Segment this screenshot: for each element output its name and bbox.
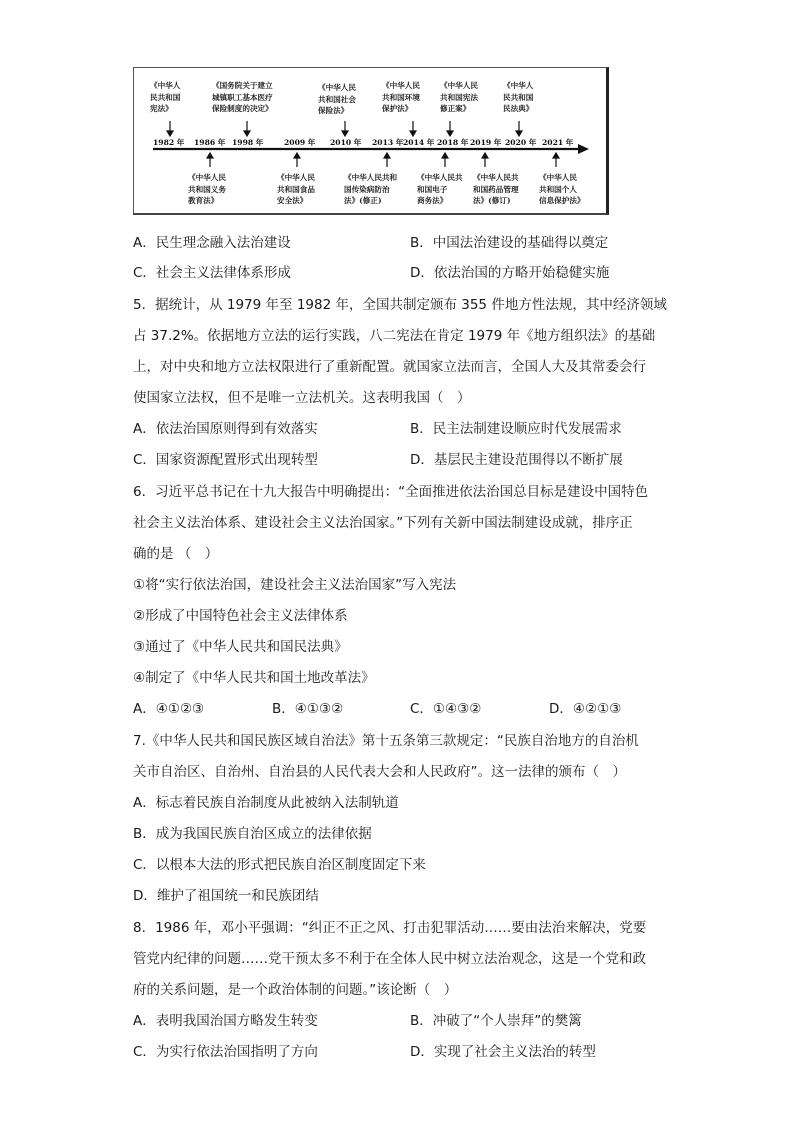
q6-item: ③通过了《中华人民共和国民法典》	[133, 639, 348, 655]
q7-option-d: D．维护了祖国统一和民族团结	[133, 888, 319, 904]
q5-option-b: B．民主法制建设顺应时代发展需求	[410, 421, 622, 437]
timeline-top-label: 《中华人民 共和国宪法 修正案》	[440, 81, 478, 113]
q7-option-a: A．标志着民族自治制度从此被纳入法制轨道	[133, 795, 399, 811]
q6-item: ①将“实行依法治国，建设社会主义法治国家”写入宪法	[133, 577, 457, 593]
timeline-year: 2020 年	[505, 138, 537, 147]
q5-option-d: D．基层民主建设范围得以不断扩展	[410, 452, 623, 468]
q4-option-b: B．中国法治建设的基础得以奠定	[410, 235, 609, 251]
timeline-bottom-label: 《中华人民共 和国电子 商务法》	[417, 173, 463, 205]
q4-option-d: D．依法治国的方略开始稳健实施	[410, 265, 610, 281]
q7-option-c: C．以根本大法的形式把民族自治区制度固定下来	[133, 857, 426, 873]
timeline-bottom-label: 《中华人民共和 国传染病防治 法》(修正)	[344, 173, 398, 205]
q6-item: ④制定了《中华人民共和国土地改革法》	[133, 670, 375, 686]
timeline-top-label: 《中华人 民共和国 民法典》	[503, 81, 534, 113]
q5-stem-line: 上，对中央和地方立法权限进行了重新配置。就国家立法而言，全国人大及其常委会行	[133, 359, 646, 375]
q4-option-c: C．社会主义法律体系形成	[133, 265, 291, 281]
timeline-bottom-label: 《中华人民 共和国食品 安全法》	[277, 173, 315, 205]
q6-option-d: D．④②①③	[549, 701, 622, 717]
timeline-top-label: 《中华人民 共和国环境 保护法》	[382, 81, 420, 113]
q8-option-b: B．冲破了“个人崇拜”的樊篱	[410, 1013, 582, 1029]
q6-stem-line: 确的是 （ ）	[133, 546, 219, 562]
timeline-top-label: 《中华人民 共和国社会 保险法》	[318, 83, 356, 115]
timeline-top-label: 《中华人 民共和国 宪法》	[150, 81, 181, 113]
timeline-year: 1982 年	[153, 138, 185, 147]
q5-option-c: C．国家资源配置形式出现转型	[133, 452, 318, 468]
q8-option-a: A．表明我国治国方略发生转变	[133, 1013, 318, 1029]
q7-option-b: B．成为我国民族自治区成立的法律依据	[133, 826, 372, 842]
timeline-arrowhead	[578, 144, 589, 154]
q8-stem-line: 管党内纪律的问题……党干预太多不利于在全体人民中树立法治观念，这是一个党和政	[133, 951, 646, 967]
timeline-bottom-label: 《中华人民 共和国个人 信息保护法》	[539, 173, 585, 205]
timeline-year: 2010 年	[330, 138, 362, 147]
q6-option-b: B．④①③②	[272, 701, 344, 717]
timeline-top-label: 《国务院关于建立 城镇职工基本医疗 保险制度的决定》	[212, 81, 273, 113]
timeline-year: 2009 年	[284, 138, 316, 147]
timeline-bottom-label: 《中华人民 共和国义务 教育法》	[188, 173, 226, 205]
q8-option-c: C．为实行依法治国指明了方向	[133, 1044, 318, 1060]
q7-stem-line: 7.《中华人民共和国民族区域自治法》第十五条第三款规定：“民族自治地方的自治机	[133, 733, 639, 749]
q5-stem-line: 占 37.2%。依据地方立法的运行实践，八二宪法在肯定 1979 年《地方组织法》的基础	[133, 328, 656, 344]
q6-option-c: C．①④③②	[410, 701, 482, 717]
q7-stem-line: 关市自治区、自治州、自治县的人民代表大会和人民政府”。这一法律的颁布（ ）	[133, 764, 626, 780]
timeline-year: 2013 年	[372, 138, 404, 147]
timeline-year: 2014 年	[403, 138, 435, 147]
q6-item: ②形成了中国特色社会主义法律体系	[133, 608, 348, 624]
q5-option-a: A．依法治国原则得到有效落实	[133, 421, 318, 437]
timeline-bottom-label: 《中华人民共 和国药品管理 法》(修订)	[473, 173, 519, 205]
q8-stem-line: 府的关系问题，是一个政治体制的问题。”该论断（ ）	[133, 982, 458, 998]
q6-stem-line: 6．习近平总书记在十九大报告中明确提出：“全面推进依法治国总目标是建设中国特色	[133, 484, 649, 500]
q6-stem-line: 社会主义法治体系、建设社会主义法治国家。”下列有关新中国法制建设成就，排序正	[133, 515, 633, 531]
timeline-year: 1998 年	[232, 138, 264, 147]
timeline-year: 2019 年	[470, 138, 502, 147]
timeline-year: 2021 年	[542, 138, 574, 147]
q5-stem-line: 使国家立法权，但不是唯一立法机关。这表明我国（ ）	[133, 390, 471, 406]
q8-option-d: D．实现了社会主义法治的转型	[410, 1044, 596, 1060]
timeline-year: 2018 年	[437, 138, 469, 147]
q6-option-a: A．④①②③	[133, 701, 205, 717]
timeline-year: 1986 年	[194, 138, 226, 147]
q4-option-a: A．民生理念融入法治建设	[133, 235, 291, 251]
q5-stem-line: 5．据统计，从 1979 年至 1982 年，全国共制定颁布 355 件地方性法规，其中经济领域	[133, 297, 667, 313]
q8-stem-line: 8．1986 年，邓小平强调：“纠正不正之风、打击犯罪活动……要由法治来解决，党要	[133, 920, 647, 936]
